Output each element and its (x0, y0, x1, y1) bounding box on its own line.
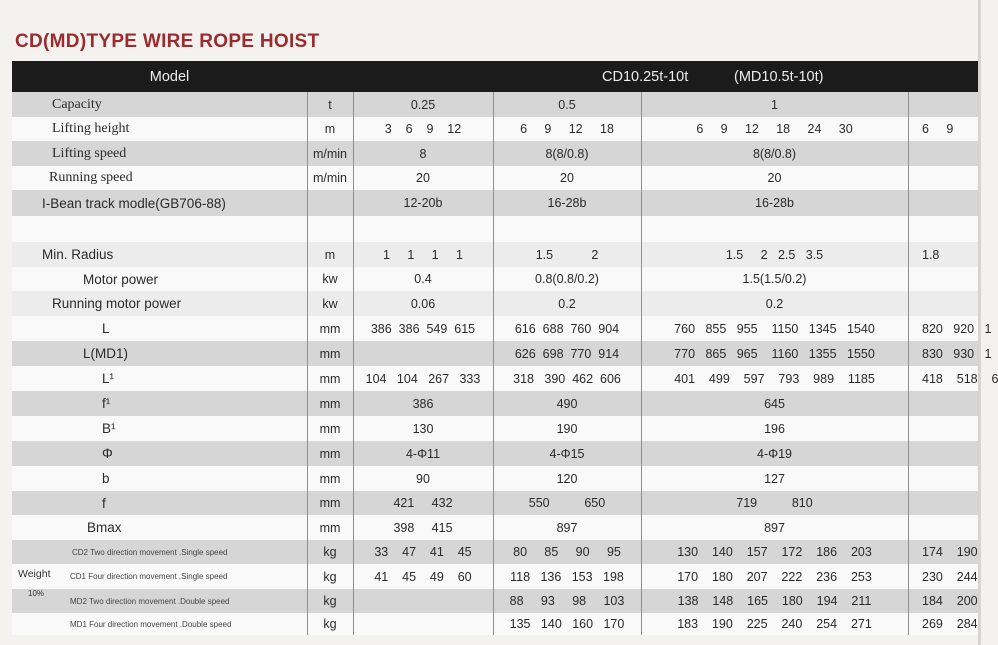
row-value: 550 650 (528, 496, 606, 510)
model-header: Model (149, 68, 190, 85)
row-value (922, 466, 998, 491)
row-value: 127 (764, 471, 785, 486)
row-unit: kw (322, 296, 338, 311)
table-row (12, 216, 978, 242)
row-unit: mm (319, 321, 341, 336)
row-value: 196 (764, 421, 785, 436)
row-unit: mm (319, 496, 341, 510)
row-label: Running motor power (52, 296, 182, 311)
row-value: 318 390 462 606 (513, 371, 621, 386)
row-value (922, 491, 998, 515)
row-value: 1.5 2 2.5 3.5 (725, 247, 824, 262)
table-header (12, 61, 978, 92)
row-value: 230 244 (922, 569, 978, 584)
row-label: f¹ (102, 396, 111, 411)
row-value: 130 (412, 421, 434, 436)
row-value (922, 92, 998, 117)
table-row (12, 515, 978, 540)
row-value (493, 216, 641, 242)
row-value: 4-Φ11 (405, 446, 441, 461)
row-value (353, 216, 493, 242)
row-value: 8 (419, 146, 427, 161)
row-value: 8(8/0.8) (752, 146, 797, 161)
row-value: 386 386 549 615 (370, 321, 476, 336)
row-value: 1 (771, 97, 778, 112)
row-unit: mm (319, 421, 341, 436)
row-unit: kw (322, 272, 338, 286)
row-value: 6 9 12 18 (520, 122, 614, 136)
row-value: 490 (556, 396, 578, 411)
row-value: 1.5(1.5/0.2) (742, 272, 807, 286)
table-row (12, 117, 978, 141)
row-label: CD2 Two direction movement .Single speed (72, 547, 228, 557)
row-value: 1.8 (922, 247, 940, 262)
table-row (12, 441, 978, 466)
row-value: 897 (764, 520, 785, 535)
row-value: 6 9 (922, 122, 954, 136)
row-label: Lifting speed (52, 145, 127, 161)
row-unit: kg (323, 569, 337, 584)
row-value (922, 291, 998, 316)
row-value (922, 416, 998, 441)
row-value (922, 441, 998, 466)
row-unit (307, 190, 353, 216)
row-value: 130 140 157 172 186 203 (677, 545, 872, 559)
row-label: f (102, 495, 106, 511)
row-value: 4-Φ19 (757, 446, 792, 461)
row-value: 183 190 225 240 254 271 (677, 617, 872, 631)
row-value: 760 855 955 1150 1345 1540 (674, 321, 875, 336)
row-value: 20 (560, 171, 574, 185)
row-unit: mm (319, 371, 341, 386)
row-value (641, 216, 908, 242)
row-label: Lifting height (52, 121, 130, 136)
table-row (12, 491, 978, 515)
table-row (12, 366, 998, 391)
row-value: 12-20b (403, 196, 443, 210)
row-value (922, 216, 998, 242)
row-value: 820 920 1 (922, 321, 992, 336)
row-label: B¹ (102, 421, 116, 436)
row-value: 16-28b (755, 196, 794, 210)
row-value: 3 6 9 12 (384, 122, 462, 136)
table-row (12, 190, 978, 216)
row-value (922, 267, 998, 291)
row-label: Bmax (87, 520, 122, 535)
row-value: 897 (556, 520, 578, 535)
row-value: 0.8(0.8/0.2) (535, 272, 599, 286)
row-label (42, 216, 307, 242)
row-value: 770 865 965 1160 1355 1550 (674, 346, 875, 361)
row-value: 398 415 (393, 520, 453, 535)
row-label: L (102, 321, 110, 336)
row-value: 118 136 153 198 (510, 569, 624, 584)
table-row (12, 564, 978, 589)
row-value (922, 391, 998, 416)
row-value: 138 148 165 180 194 211 (677, 594, 872, 608)
table-row (12, 267, 978, 291)
model-cd-header: CD10.25t-10t (602, 68, 689, 85)
row-label: L¹ (102, 371, 115, 386)
row-value: 33 47 41 45 (374, 545, 472, 559)
column-divider (307, 92, 308, 635)
table-row (12, 166, 978, 190)
row-unit: kg (323, 594, 337, 608)
row-value: 174 190 (922, 545, 978, 559)
row-value: 269 284 (922, 617, 978, 631)
row-value: 41 45 49 60 (374, 569, 472, 584)
row-value: 88 93 98 103 (509, 594, 625, 608)
row-label: Φ (102, 446, 113, 461)
row-unit (307, 216, 353, 242)
row-value: 0.25 (410, 97, 436, 112)
row-value (922, 166, 998, 190)
row-value: 0.2 (765, 296, 784, 311)
row-value: 1 1 1 1 (383, 247, 463, 262)
row-value: 6 9 12 18 24 30 (696, 122, 853, 136)
row-value (922, 515, 998, 540)
row-label: MD1 Four direction movement .Double speed (70, 619, 232, 629)
row-value: 184 200 (922, 594, 978, 608)
table-row (12, 613, 978, 635)
row-value: 170 180 207 222 236 253 (677, 569, 872, 584)
page-title: CD(MD)TYPE WIRE ROPE HOIST (15, 31, 320, 52)
row-value: 20 (416, 171, 430, 185)
row-value: 401 499 597 793 989 1185 (674, 371, 875, 386)
row-unit: kg (323, 617, 337, 631)
row-unit: m/min (312, 146, 348, 161)
column-divider (353, 92, 354, 635)
weight-label: Weight (18, 568, 51, 580)
row-value: 830 930 1 (922, 346, 992, 361)
row-label: Motor power (83, 271, 159, 287)
weight-percent: 10% (28, 589, 45, 598)
row-value (922, 190, 998, 216)
row-label: CD1 Four direction movement .Single speed (70, 572, 228, 581)
table-row (12, 92, 978, 117)
row-value (353, 341, 493, 366)
row-value: 418 518 6 (922, 371, 998, 386)
table-row (12, 316, 992, 341)
row-label: L(MD1) (83, 346, 129, 361)
row-value: 616 688 760 904 (514, 321, 620, 336)
row-unit: mm (319, 346, 341, 361)
row-unit: kg (323, 545, 337, 559)
table-row (12, 242, 978, 267)
row-value: 20 (767, 171, 782, 185)
row-label: b (102, 471, 110, 486)
row-label: Min. Radius (42, 247, 114, 262)
row-value: 4-Φ15 (549, 446, 585, 461)
table-row (12, 341, 992, 366)
row-label: Running speed (49, 170, 133, 185)
row-unit: mm (319, 396, 341, 411)
row-label: I-Bean track modle(GB706-88) (42, 195, 226, 211)
row-unit: t (328, 97, 332, 112)
table-row (12, 141, 978, 166)
row-value: 421 432 (393, 496, 453, 510)
table-row (12, 416, 978, 441)
table-row (12, 466, 978, 491)
row-value (353, 613, 493, 635)
column-divider (641, 92, 642, 635)
row-unit: mm (319, 446, 341, 461)
row-unit: m/min (312, 171, 348, 185)
row-value: 0.2 (558, 296, 576, 311)
column-divider (908, 92, 909, 635)
row-unit: m (324, 247, 336, 262)
row-value: 1.5 2 (535, 247, 599, 262)
model-md-header: (MD10.5t-10t) (734, 68, 824, 85)
row-value: 719 810 (736, 496, 813, 510)
row-label: MD2 Two direction movement .Double speed (70, 596, 230, 606)
table-row (12, 391, 978, 416)
table-row (12, 540, 978, 564)
table-row (12, 589, 978, 613)
column-divider (493, 92, 494, 635)
row-value: 386 (412, 396, 434, 411)
row-value: 16-28b (547, 196, 587, 210)
row-value: 120 (556, 471, 578, 486)
row-value: 190 (556, 421, 578, 436)
row-value: 104 104 267 333 (365, 371, 481, 386)
row-value: 90 (416, 471, 430, 486)
row-value: 626 698 770 914 (514, 346, 620, 361)
spec-table (12, 61, 998, 635)
row-value (922, 141, 998, 166)
row-value: 645 (764, 396, 785, 411)
row-value: 135 140 160 170 (509, 617, 625, 631)
row-value (353, 589, 493, 613)
row-value: 0.06 (410, 296, 436, 311)
row-unit: mm (319, 520, 341, 535)
row-value: 80 85 90 95 (513, 545, 621, 559)
table-row (12, 291, 978, 316)
row-value: 8(8/0.8) (545, 146, 589, 161)
row-unit: m (324, 122, 336, 136)
row-unit: mm (319, 471, 341, 486)
row-value: 0.4 (414, 272, 432, 286)
row-value: 0.5 (558, 97, 576, 112)
row-label: Capacity (52, 96, 102, 112)
